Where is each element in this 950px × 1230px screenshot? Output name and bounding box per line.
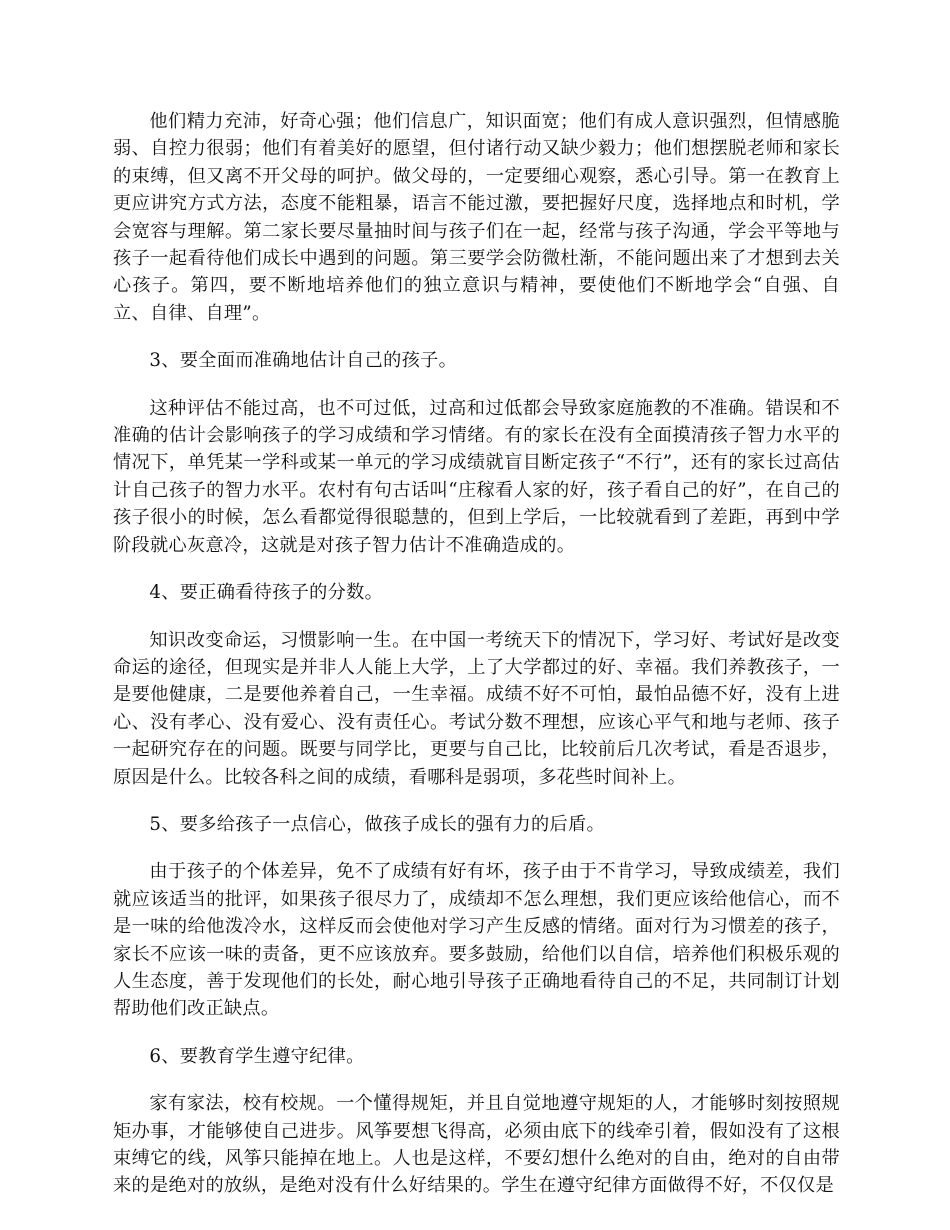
- section-heading-3: 3、要全面而准确地估计自己的孩子。: [149, 350, 458, 372]
- paragraph-scores: 知识改变命运，习惯影响一生。在中国一考统天下的情况下，学习好、考试好是改变命运的途径，但现实是并非人人能上大学，上了大学都过的好、幸福。我们养教孩子，一是要他健康，二是要他养着自己，一生幸福。成绩不好不可怕，最怕品德不好，没有上进心、没有孝心、没有爱心、没有责任心。考试分数不理想，应该心平气和地与老师、孩子一起研究存在的问题。既要与同学比，更要与自己比，比较前后几次考试，看是否退步，原因是什么。比较各科之间的成绩，看哪科是弱项，多花些时间补上。: [113, 629, 840, 788]
- paragraph-confidence: 由于孩子的个体差异，免不了成绩有好有坏，孩子由于不肯学习，导致成绩差，我们就应该适当的批评，如果孩子很尽力了，成绩却不怎么理想，我们更应该给他信心，而不是一味的给他泼冷水，这样反而会使他对学习产生反感的情绪。面对行为习惯差的孩子，家长不应该一味的责备，更不应该放弃。要多鼓励，给他们以自信，培养他们积极乐观的人生态度，善于发现他们的长处，耐心地引导孩子正确地看待自己的不足，共同制订计划帮助他们改正缺点。: [113, 861, 840, 1020]
- paragraph-assessment: 这种评估不能过高，也不可过低，过高和过低都会导致家庭施教的不准确。错误和不准确的估计会影响孩子的学习成绩和学习情绪。有的家长在没有全面摸清孩子智力水平的情况下，单凭某一学科或某一单元的学习成绩就盲目断定孩子“不行”，还有的家长过高估计自己孩子的智力水平。农村有句古话叫“庄稼看人家的好，孩子看自己的好”，在自己的孩子很小的时候，怎么看都觉得很聪慧的，但到上学后，一比较就看到了差距，再到中学阶段就心灰意冷，这就是对孩子智力估计不准确造成的。: [113, 397, 840, 556]
- section-heading-4: 4、要正确看待孩子的分数。: [149, 582, 384, 604]
- paragraph-parenting-guidance: 他们精力充沛，好奇心强；他们信息广，知识面宽；他们有成人意识强烈，但情感脆弱、自控力很弱；他们有着美好的愿望，但付诸行动又缺少毅力；他们想摆脱老师和家长的束缚，但又离不开父母的呵护。做父母的，一定要细心观察，悉心引导。第一在教育上更应讲究方式方法，态度不能粗暴，语言不能过激，要把握好尺度，选择地点和时机，学会宽容与理解。第二家长要尽量抽时间与孩子们在一起，经常与孩子沟通，学会平等地与孩子一起看待他们成长中遇到的问题。第三要学会防微杜渐，不能问题出来了才想到去关心孩子。第四，要不断地培养他们的独立意识与精神，要使他们不断地学会“自强、自立、自律、自理”。: [113, 111, 840, 324]
- paragraph-discipline: 家有家法，校有校规。一个懂得规矩，并且自觉地遵守规矩的人，才能够时刻按照规矩办事，才能够使自己进步。风筝要想飞得高，必须由底下的线牵引着，假如没有了这根束缚它的线，风筝只能掉在地上。人也是这样，不要幻想什么绝对的自由，绝对的自由带来的是绝对的放纵，是绝对没有什么好结果的。学生在遵守纪律方面做得不好，不仅仅是: [113, 1093, 840, 1197]
- section-heading-5: 5、要多给孩子一点信心，做孩子成长的强有力的后盾。: [149, 813, 605, 835]
- document-page: [113, 108, 840, 1220]
- section-heading-6: 6、要教育学生遵守纪律。: [149, 1045, 365, 1067]
